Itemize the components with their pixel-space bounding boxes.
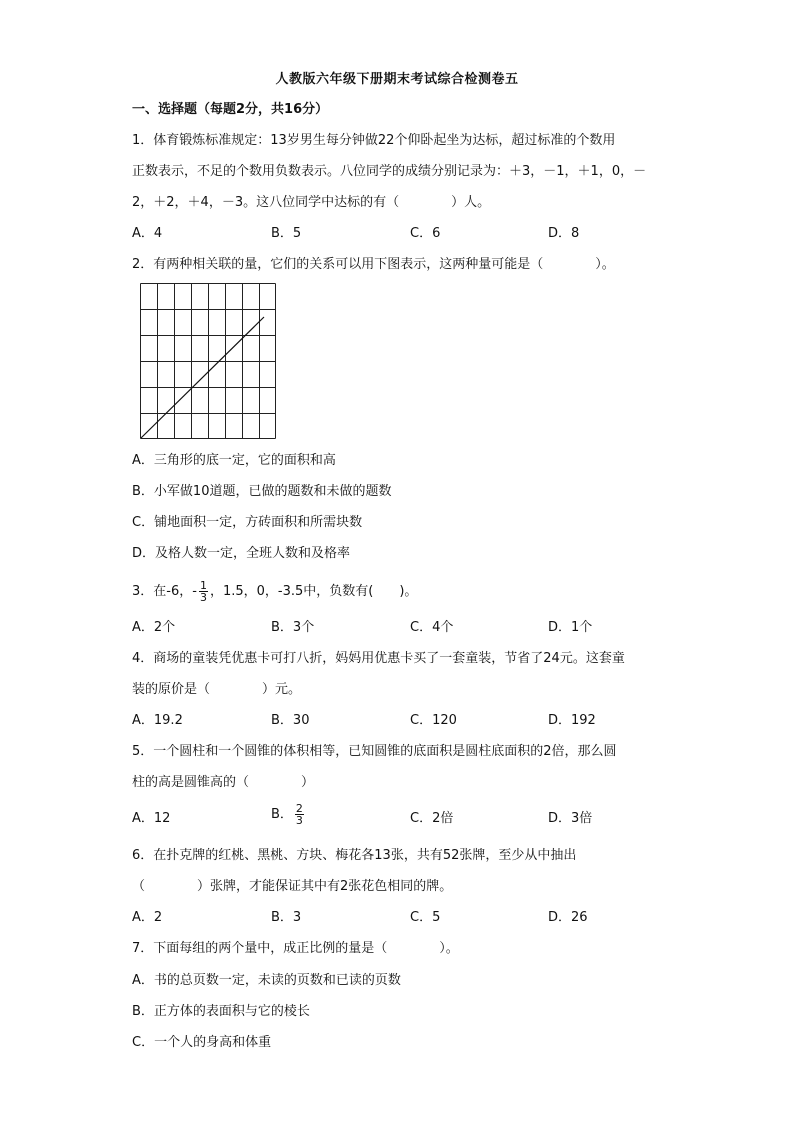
q6-option-b[interactable]: B．3 xyxy=(271,910,302,925)
q5-option-b[interactable] xyxy=(271,803,306,826)
q1-line-3: 2，＋2，＋4，－3。这八位同学中达标的有（ ）人。 xyxy=(132,195,491,210)
q2-option-b[interactable]: B．小军做10道题，已做的题数和未做的题数 xyxy=(132,484,392,499)
q5-option-d[interactable]: D．3倍 xyxy=(548,811,593,826)
q6-option-a[interactable]: A．2 xyxy=(132,910,163,925)
q3-fraction-denominator: 3 xyxy=(199,591,207,604)
q3-fraction xyxy=(199,580,208,603)
q4-option-a[interactable]: A．19.2 xyxy=(132,713,183,728)
q7-option-a[interactable]: A．书的总页数一定，未读的页数和已读的页数 xyxy=(132,973,401,988)
q5-option-b-fraction xyxy=(295,803,304,826)
q7-option-c[interactable]: C．一个人的身高和体重 xyxy=(132,1035,272,1050)
q1-option-a[interactable]: A．4 xyxy=(132,226,163,241)
q2-option-a[interactable]: A．三角形的底一定，它的面积和高 xyxy=(132,453,336,468)
q3-suffix: ，1.5，0，-3.5中，负数有( )。 xyxy=(209,584,418,599)
q3-option-c[interactable]: C．4个 xyxy=(410,620,454,635)
q1-option-d[interactable]: D．8 xyxy=(548,226,580,241)
q4-line-2: 装的原价是（ ）元。 xyxy=(132,682,302,697)
q1-option-c[interactable]: C．6 xyxy=(410,226,441,241)
q5-option-b-denominator: 3 xyxy=(295,814,303,827)
q2-option-d[interactable]: D．及格人数一定，全班人数和及格率 xyxy=(132,546,351,561)
q4-option-b[interactable]: B．30 xyxy=(271,713,310,728)
q5-option-a[interactable]: A．12 xyxy=(132,811,171,826)
q3-option-a[interactable]: A．2个 xyxy=(132,620,176,635)
exam-title: 人教版六年级下册期末考试综合检测卷五 xyxy=(275,72,519,87)
q6-option-d[interactable]: D．26 xyxy=(548,910,588,925)
graph-grid-lines xyxy=(141,284,276,439)
q7-line-1: 7．下面每组的两个量中，成正比例的量是（ ）。 xyxy=(132,941,459,956)
proportion-graph xyxy=(140,283,276,439)
q1-line-2: 正数表示，不足的个数用负数表示。八位同学的成绩分别记录为：＋3，－1，＋1，0，－ xyxy=(132,164,647,179)
q7-option-b[interactable]: B．正方体的表面积与它的棱长 xyxy=(132,1004,310,1019)
q6-option-c[interactable]: C．5 xyxy=(410,910,441,925)
q2-line-1: 2．有两种相关联的量，它们的关系可以用下图表示，这两种量可能是（ ）。 xyxy=(132,257,615,272)
q1-option-b[interactable]: B．5 xyxy=(271,226,302,241)
q6-line-1: 6．在扑克牌的红桃、黑桃、方块、梅花各13张，共有52张牌，至少从中抽出 xyxy=(132,848,577,863)
q3-prefix: 3．在-6，- xyxy=(132,584,197,599)
q3-option-b[interactable]: B．3个 xyxy=(271,620,315,635)
q3-fraction-numerator: 1 xyxy=(199,579,207,592)
q5-line-1: 5．一个圆柱和一个圆锥的体积相等，已知圆锥的底面积是圆柱底面积的2倍，那么圆 xyxy=(132,744,617,759)
q5-option-b-numerator: 2 xyxy=(295,802,303,815)
q4-line-1: 4．商场的童装凭优惠卡可打八折，妈妈用优惠卡买了一套童装，节省了24元。这套童 xyxy=(132,651,625,666)
q3-option-d[interactable]: D．1个 xyxy=(548,620,593,635)
q3-line xyxy=(132,580,417,603)
q1-line-1: 1．体育锻炼标准规定：13岁男生每分钟做22个仰卧起坐为达标，超过标准的个数用 xyxy=(132,133,616,148)
q5-option-b-label: B． xyxy=(271,807,293,822)
q4-option-d[interactable]: D．192 xyxy=(548,713,596,728)
q5-option-c[interactable]: C．2倍 xyxy=(410,811,454,826)
section-choice-heading: 一、选择题（每题2分，共16分） xyxy=(132,102,329,117)
q4-option-c[interactable]: C．120 xyxy=(410,713,457,728)
q2-option-c[interactable]: C．铺地面积一定，方砖面积和所需块数 xyxy=(132,515,363,530)
q5-line-2: 柱的高是圆锥高的（ ） xyxy=(132,775,315,790)
q6-line-2: （ ）张牌，才能保证其中有2张花色相同的牌。 xyxy=(132,879,453,894)
